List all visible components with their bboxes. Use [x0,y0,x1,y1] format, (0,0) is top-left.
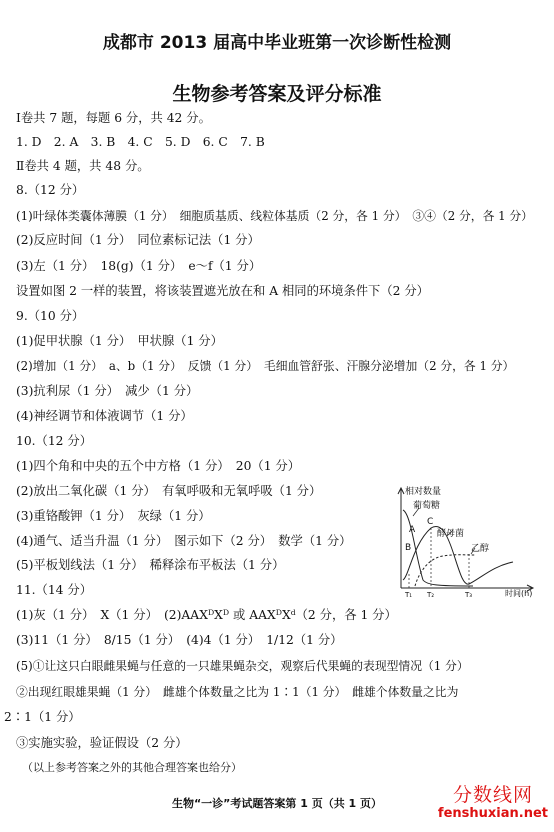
subject-title: 生物参考答案及评分标准 [172,83,382,105]
answer-line: 9.（10 分） [16,309,85,323]
population-figure [389,484,539,599]
answer-line: (2)放出二氧化碳（1 分） 有氧呼吸和无氧呼吸（1 分） [16,484,322,498]
answer-line: (1)叶绿体类囊体薄膜（1 分） 细胞质基质、线粒体基质（2 分，各 1 分） ③④（2 分，各 1 分） [16,209,533,223]
answer-line: ③实施实验，验证假设（2 分） [16,736,188,750]
glucose-label: 葡萄糖 [413,501,441,511]
answer-line: (3)11（1 分） 8/15（1 分） (4)4（1 分） 1/12（1 分） [16,633,343,647]
answer-line: （以上参考答案之外的其他合理答案也给分） [22,761,242,774]
point-label-c: C [427,517,434,527]
figure-ylabel: 相对数量 [405,487,442,497]
page-footer: 生物“一诊”考试题答案第 1 页（共 1 页） [171,797,383,810]
answer-line: 8.（12 分） [16,183,85,197]
answer-line: (3)重铬酸钾（1 分） 灰绿（1 分） [16,509,211,523]
answer-line: (5)①让这只白眼雌果蝇与任意的一只雄果蝇杂交，观察后代果蝇的表现型情况（1 分） [16,659,469,673]
answer-line: 设置如图 2 一样的装置，将该装置遮光放在和 A 相同的环境条件下（2 分） [16,284,429,298]
answer-line: Ⅰ卷共 7 题，每题 6 分，共 42 分。 [16,111,211,125]
answer-line: Ⅱ卷共 4 题，共 48 分。 [16,159,150,173]
answer-line: 2∶1（1 分） [4,710,81,724]
answer-line: (1)四个角和中央的五个中方格（1 分） 20（1 分） [16,459,301,473]
exam-title: 成都市 2013 届高中毕业班第一次诊断性检测 [102,33,452,53]
watermark-url: fenshuxian.net [437,806,548,821]
answer-line: 1. D 2. A 3. B 4. C 5. D 6. C 7. B [16,135,265,149]
tick-t1: T₁ [405,591,413,599]
point-label-a: A [409,525,416,535]
answer-line: ②出现红眼雄果蝇（1 分） 雌雄个体数量之比为 1∶1（1 分） 雌雄个体数量之比为 [16,685,459,699]
site-watermark [438,784,548,822]
answer-line: (5)平板划线法（1 分） 稀释涂布平板法（1 分） [16,558,285,572]
answer-line: (3)左（1 分） 18(g)（1 分） e～f（1 分） [16,259,262,273]
answer-line: (1)灰（1 分） X（1 分） (2)AAXᴰXᴰ 或 AAXᴰXᵈ（2 分，各 1 分） [16,608,397,622]
answer-line: (3)抗利尿（1 分） 减少（1 分） [16,384,199,398]
yeast-label: 酵母菌 [437,529,465,539]
point-label-b: B [405,543,412,553]
answer-line: 10.（12 分） [16,434,93,448]
ethanol-label: 乙醇 [471,544,490,554]
answer-line: 11.（14 分） [16,583,93,597]
watermark-cn: 分数线网 [452,784,533,806]
answer-line: (4)神经调节和体液调节（1 分） [16,409,193,423]
tick-t3: T₃ [465,591,473,599]
answer-line: (4)通气、适当升温（1 分） 图示如下（2 分） 数学（1 分） [16,534,352,548]
answer-line: (2)增加（1 分） a、b（1 分） 反馈（1 分） 毛细血管舒张、汗腺分泌增加（2 分，各 1 分） [16,359,515,373]
tick-t2: T₂ [427,591,435,599]
answer-line: (1)促甲状腺（1 分） 甲状腺（1 分） [16,334,223,348]
answer-line: (2)反应时间（1 分） 同位素标记法（1 分） [16,233,260,247]
glucose-curve [403,510,473,586]
figure-xlabel: 时间(h) [505,589,533,598]
